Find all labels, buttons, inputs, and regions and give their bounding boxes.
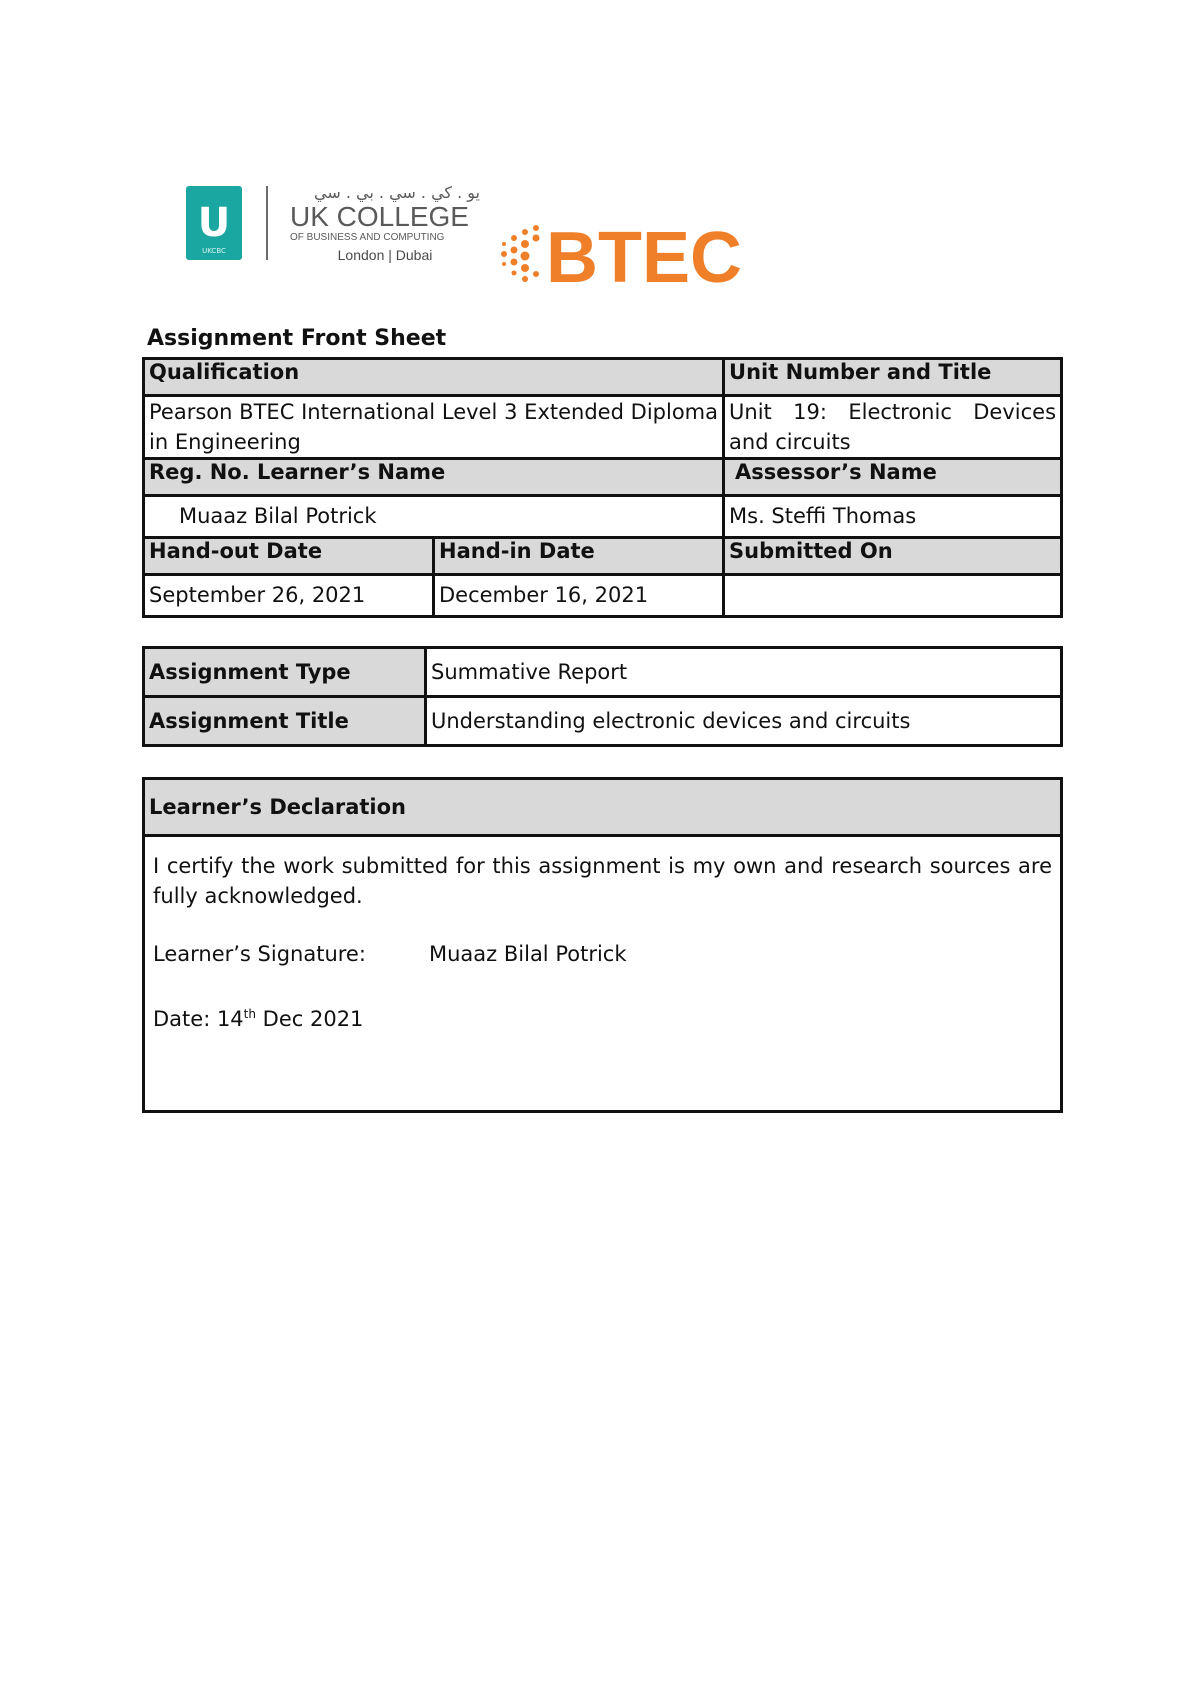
submitted-on-label: Submitted On [724,538,1062,575]
declaration-body [144,836,1062,1112]
assignment-type-value: Summative Report [426,648,1062,697]
badge-letter: U [197,200,231,246]
assignment-title-value: Understanding electronic devices and circuits [426,697,1062,746]
declaration-statement: I certify the work submitted for this assignment is my own and research sources are fully acknowledged. [153,854,1052,908]
assignment-title-label: Assignment Title [144,697,426,746]
uk-college-badge-logo [186,186,242,260]
btec-logo [498,218,788,290]
btec-logo-graphic [498,218,788,290]
uk-college-wordmark [290,184,480,266]
unit-value: Unit 19: Electronic Devices and circuits [724,396,1062,459]
college-name: UK COLLEGE [290,201,469,232]
declaration-heading: Learner’s Declaration [144,779,1062,836]
signature-row [153,939,1052,969]
date-label: Date: 14 [153,1007,244,1031]
handin-date-value: December 16, 2021 [434,575,724,617]
details-table [142,357,1063,618]
date-ordinal-suffix: th [243,1007,256,1021]
learner-name-label: Reg. No. Learner’s Name [144,459,724,496]
signature-label: Learner’s Signature: [153,942,366,966]
logo-divider [266,186,268,260]
sheet-title: Assignment Front Sheet [147,326,447,351]
assignment-type-label: Assignment Type [144,648,426,697]
handin-date-label: Hand-in Date [434,538,724,575]
date-rest: Dec 2021 [255,1007,364,1031]
assessor-name-value: Ms. Steffi Thomas [724,496,1062,538]
college-arabic-name: يو . كي . سي . بي . سي [314,183,480,202]
btec-dots-icon [501,225,540,282]
handout-date-label: Hand-out Date [144,538,434,575]
qualification-label: Qualification [144,359,724,396]
handout-date-value: September 26, 2021 [144,575,434,617]
btec-wordmark: BTEC [546,218,742,290]
declaration-date [153,999,1052,1034]
header-logos [186,180,786,300]
college-locations: London | Dubai [337,247,433,263]
assignment-table [142,646,1063,747]
unit-label: Unit Number and Title [724,359,1062,396]
learner-name-value: Muaaz Bilal Potrick [144,496,724,538]
qualification-value: Pearson BTEC International Level 3 Extended Diploma in Engineering [144,396,724,459]
assessor-name-label: Assessor’s Name [724,459,1062,496]
signature-value: Muaaz Bilal Potrick [429,942,627,966]
submitted-on-value [724,575,1062,617]
badge-small-text: UKCBC [202,247,226,255]
college-subtitle: OF BUSINESS AND COMPUTING [290,232,445,243]
declaration-table [142,777,1063,1113]
